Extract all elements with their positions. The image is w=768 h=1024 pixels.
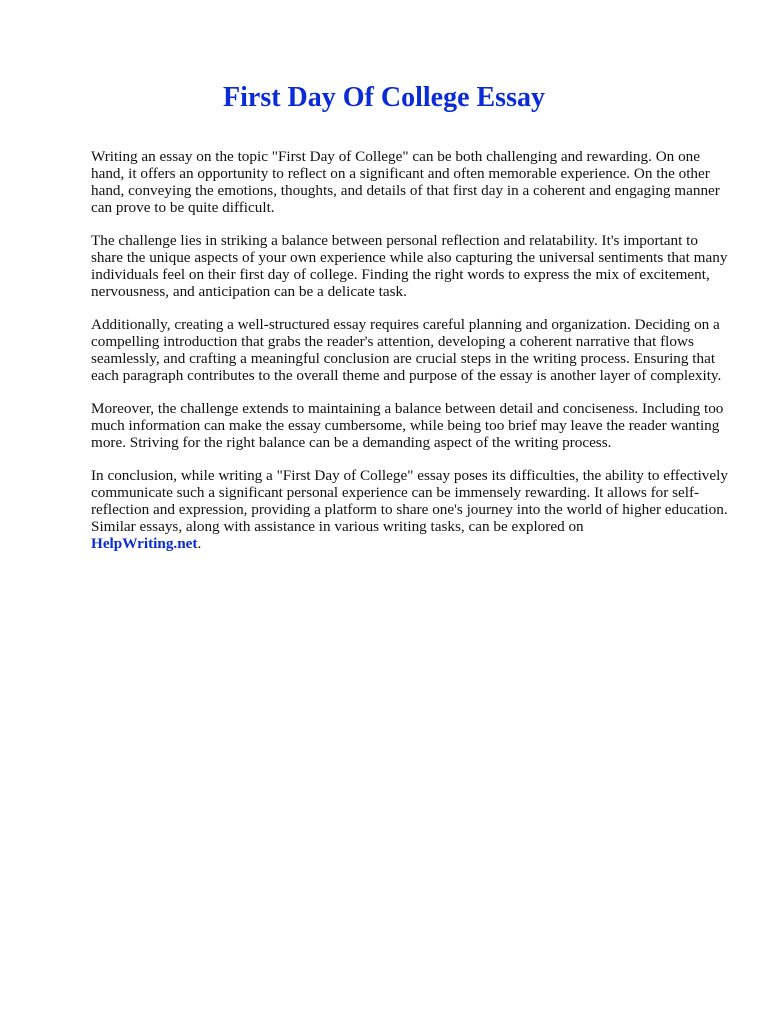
conclusion-trailing-period: . — [197, 535, 202, 552]
paragraph-3: Additionally, creating a well-structured essay requires careful planning and organization. Deciding on a compelling introduction that grabs the reader's attention, developing a coherent narrative that flows seamlessly, and crafting a meaningful conclusion are crucial steps in the writing process. Ensuring that each paragraph contributes to the overall theme and purpose of the essay is another layer of complexity. — [91, 316, 722, 384]
page-title: First Day Of College Essay — [223, 82, 545, 113]
paragraph-2: The challenge lies in striking a balance between personal reflection and relatability. It's important to share the unique aspects of your own experience while also capturing the universal sentiments that many individuals feel on their first day of college. Finding the right words to express the mix of excitement, nervousness, and anticipation can be a delicate task. — [91, 232, 728, 300]
helpwriting-link[interactable]: HelpWriting.net — [91, 535, 198, 552]
paragraph-1: Writing an essay on the topic "First Day of College" can be both challenging and rewarding. On one hand, it offers an opportunity to reflect on a significant and often memorable experience. On the other hand, conveying the emotions, thoughts, and details of that first day in a coherent and engaging manner can prove to be quite difficult. — [91, 148, 720, 216]
paragraph-conclusion — [91, 467, 731, 552]
essay-body — [91, 148, 731, 568]
paragraph-4: Moreover, the challenge extends to maintaining a balance between detail and conciseness. Including too much information can make the essay cumbersome, while being too brief may leave the reader wanting more. Striving for the right balance can be a demanding aspect of the writing process. — [91, 400, 724, 451]
conclusion-text: In conclusion, while writing a "First Day of College" essay poses its difficulties, the ability to effectively communicate such a significant personal experience can be immensely rewarding. It allows for self-reflection and expression, providing a platform to share one's journey into the world of higher education. Similar essays, along with assistance in various writing tasks, can be explored on — [91, 467, 728, 535]
